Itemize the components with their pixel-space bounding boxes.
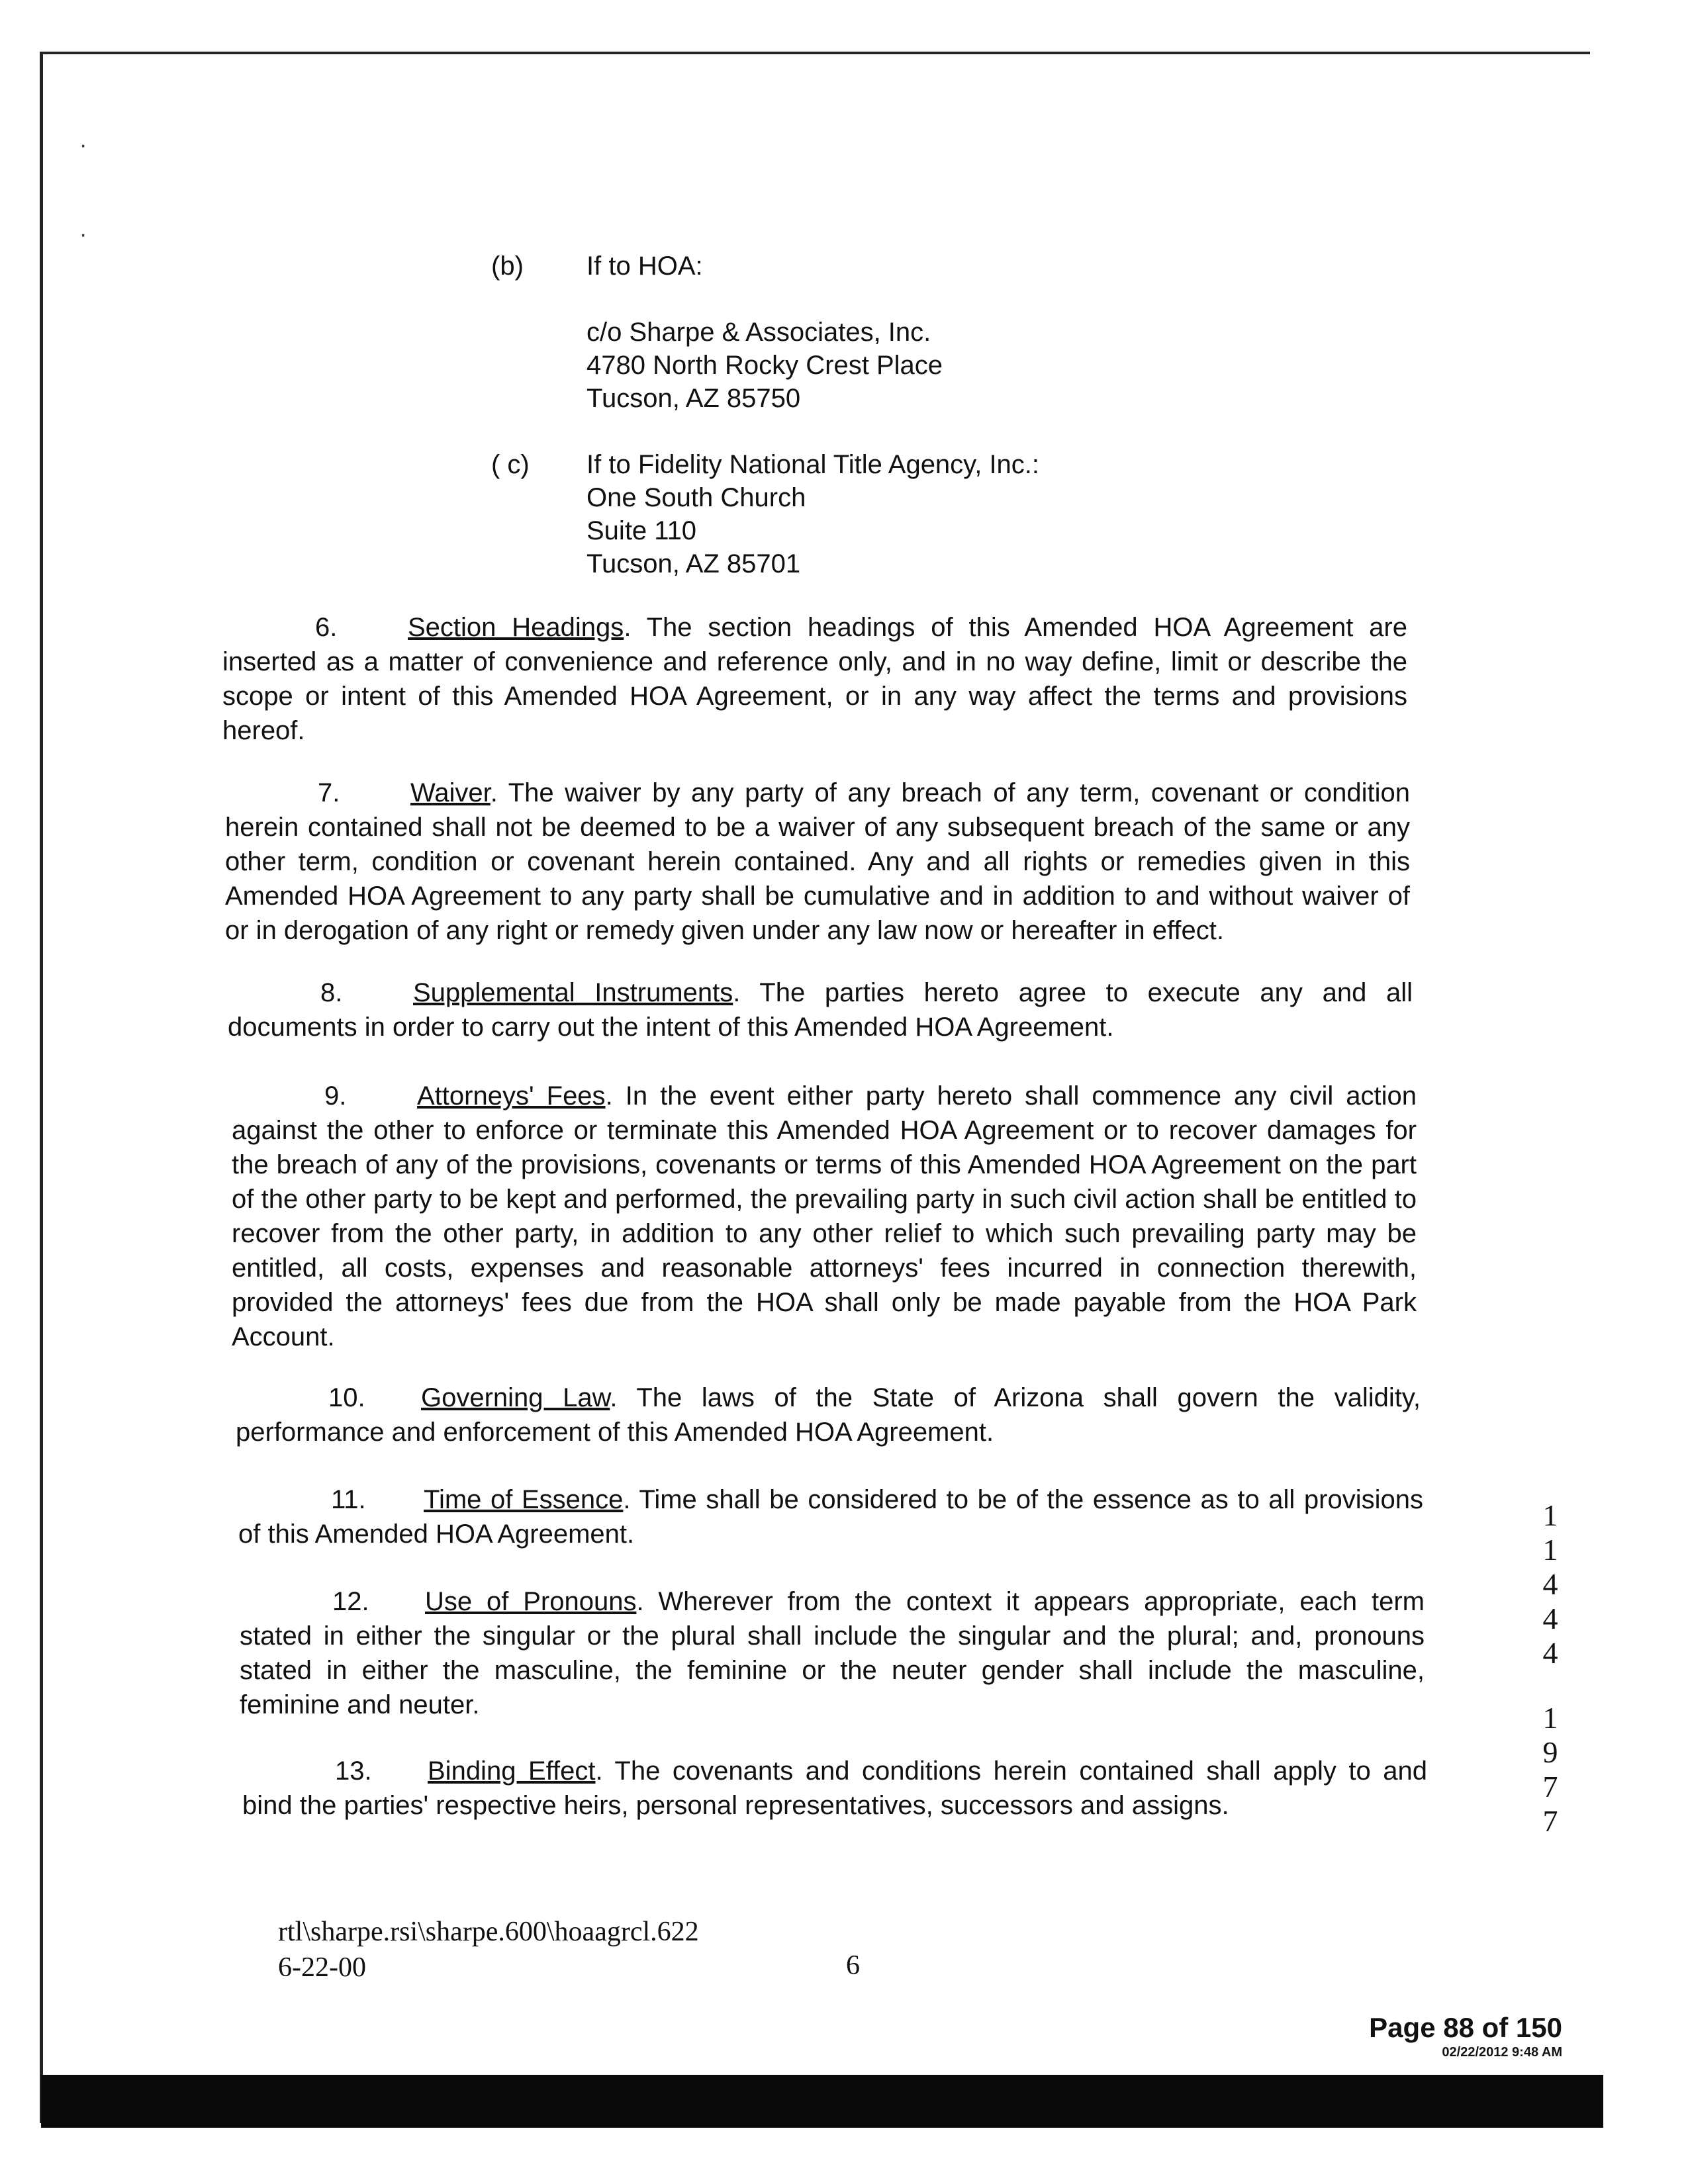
section-text: . The covenants and conditions herein contained shall apply to and bind the parties' respective heirs, personal representatives, successors and assigns. xyxy=(242,1756,1427,1820)
section-13 xyxy=(242,1754,1427,1823)
section-number: 11. xyxy=(331,1485,366,1514)
notice-b-label: (b) xyxy=(491,251,524,281)
notice-c-label: ( c) xyxy=(491,450,530,479)
side-recording-digit: 4 xyxy=(1542,1636,1558,1670)
section-number: 13. xyxy=(335,1756,372,1786)
section-text: . In the event either party hereto shall commence any civil action against the other to enforce or terminate this Amended HOA Agreement or to recover damages for the breach of any of the provisions, covenants or terms of this Amended HOA Agreement on the part of the other party to be kept and performed, the prevailing party in such civil action shall be entitled to recover from the other party, in addition to any other relief to which such prevailing party may be entitled, all costs, expenses and reasonable attorneys' fees incurred in connection therewith, provided the attorneys' fees due from the HOA shall only be made payable from the HOA Park Account. xyxy=(232,1081,1417,1351)
section-heading: Attorneys' Fees xyxy=(417,1081,606,1111)
side-recording-digit: 4 xyxy=(1542,1567,1558,1601)
section-11 xyxy=(238,1482,1423,1551)
side-recording-digit: 9 xyxy=(1542,1735,1558,1769)
footer-date: 6-22-00 xyxy=(278,1952,366,1983)
section-text: . The waiver by any party of any breach of any term, covenant or condition herein contained shall not be deemed to be a waiver of any subsequent breach of the same or any other term, condition or covenant herein contained. Any and all rights or remedies given in this Amended HOA Agreement to any party shall be cumulative and in addition to and without waiver of or in derogation of any right or remedy given under any law now or hereafter in effect. xyxy=(225,778,1410,945)
section-heading: Waiver xyxy=(410,778,491,807)
section-text: . The section headings of this Amended HOA Agreement are inserted as a matter of convenience and reference only, and in no way define, limit or describe the scope or intent of this Amended HOA Agreement, or in any way affect the terms and provisions hereof. xyxy=(222,613,1407,745)
side-recording-digit: 7 xyxy=(1542,1804,1558,1838)
side-recording-digit: 1 xyxy=(1542,1701,1558,1735)
section-heading: Supplemental Instruments xyxy=(413,978,733,1007)
section-7 xyxy=(225,776,1410,948)
side-recording-digit: 4 xyxy=(1542,1602,1558,1635)
notice-c-title: If to Fidelity National Title Agency, Inc.: xyxy=(586,450,1040,479)
notice-b-address-line: 4780 North Rocky Crest Place xyxy=(586,351,943,380)
section-number: 10. xyxy=(328,1383,365,1412)
section-text: . Wherever from the context it appears appropriate, each term stated in either the singular or the plural shall include the singular and the plural; and, pronouns stated in either the masculine, the feminine or the neuter gender shall include the masculine, feminine and neuter. xyxy=(240,1587,1425,1719)
page-number: 6 xyxy=(846,1950,860,1981)
section-text: . The laws of the State of Arizona shall govern the validity, performance and enforcement of this Amended HOA Agreement. xyxy=(236,1383,1421,1447)
section-heading: Time of Essence xyxy=(424,1485,624,1514)
section-heading: Governing Law xyxy=(421,1383,610,1412)
section-heading: Binding Effect xyxy=(428,1756,596,1786)
section-9 xyxy=(232,1079,1417,1354)
scan-speck: · xyxy=(79,222,87,247)
section-12 xyxy=(240,1584,1425,1722)
side-recording-digit: 1 xyxy=(1542,1533,1558,1567)
side-recording-digit: 1 xyxy=(1542,1498,1558,1532)
stamp-page-count: Page 88 of 150 xyxy=(1369,2012,1562,2043)
notice-b-address-line: Tucson, AZ 85750 xyxy=(586,384,801,413)
notice-b-address-line: c/o Sharpe & Associates, Inc. xyxy=(586,318,931,347)
section-number: 8. xyxy=(320,978,343,1007)
notice-b-title: If to HOA: xyxy=(586,251,703,281)
notice-c-address-line: One South Church xyxy=(586,483,806,512)
section-heading: Section Headings xyxy=(408,613,624,642)
notice-c-address-line: Tucson, AZ 85701 xyxy=(586,549,801,578)
section-6 xyxy=(222,610,1407,748)
notice-c-address-line: Suite 110 xyxy=(586,516,697,545)
side-recording-digit: 7 xyxy=(1542,1770,1558,1803)
section-text: . The parties hereto agree to execute any and all documents in order to carry out the intent of this Amended HOA Agreement. xyxy=(228,978,1413,1042)
section-10 xyxy=(236,1381,1421,1449)
footer-file-path: rtl\sharpe.rsi\sharpe.600\hoaagrcl.622 xyxy=(278,1917,699,1947)
section-number: 7. xyxy=(318,778,340,807)
stamp-datetime: 02/22/2012 9:48 AM xyxy=(1442,2045,1562,2060)
section-number: 6. xyxy=(315,613,338,642)
section-number: 9. xyxy=(324,1081,347,1111)
scan-speck: · xyxy=(79,132,87,158)
section-number: 12. xyxy=(332,1587,369,1616)
section-heading: Use of Pronouns xyxy=(425,1587,637,1616)
section-text: . Time shall be considered to be of the essence as to all provisions of this Amended HOA Agreement. xyxy=(238,1485,1423,1549)
section-8 xyxy=(228,976,1413,1044)
